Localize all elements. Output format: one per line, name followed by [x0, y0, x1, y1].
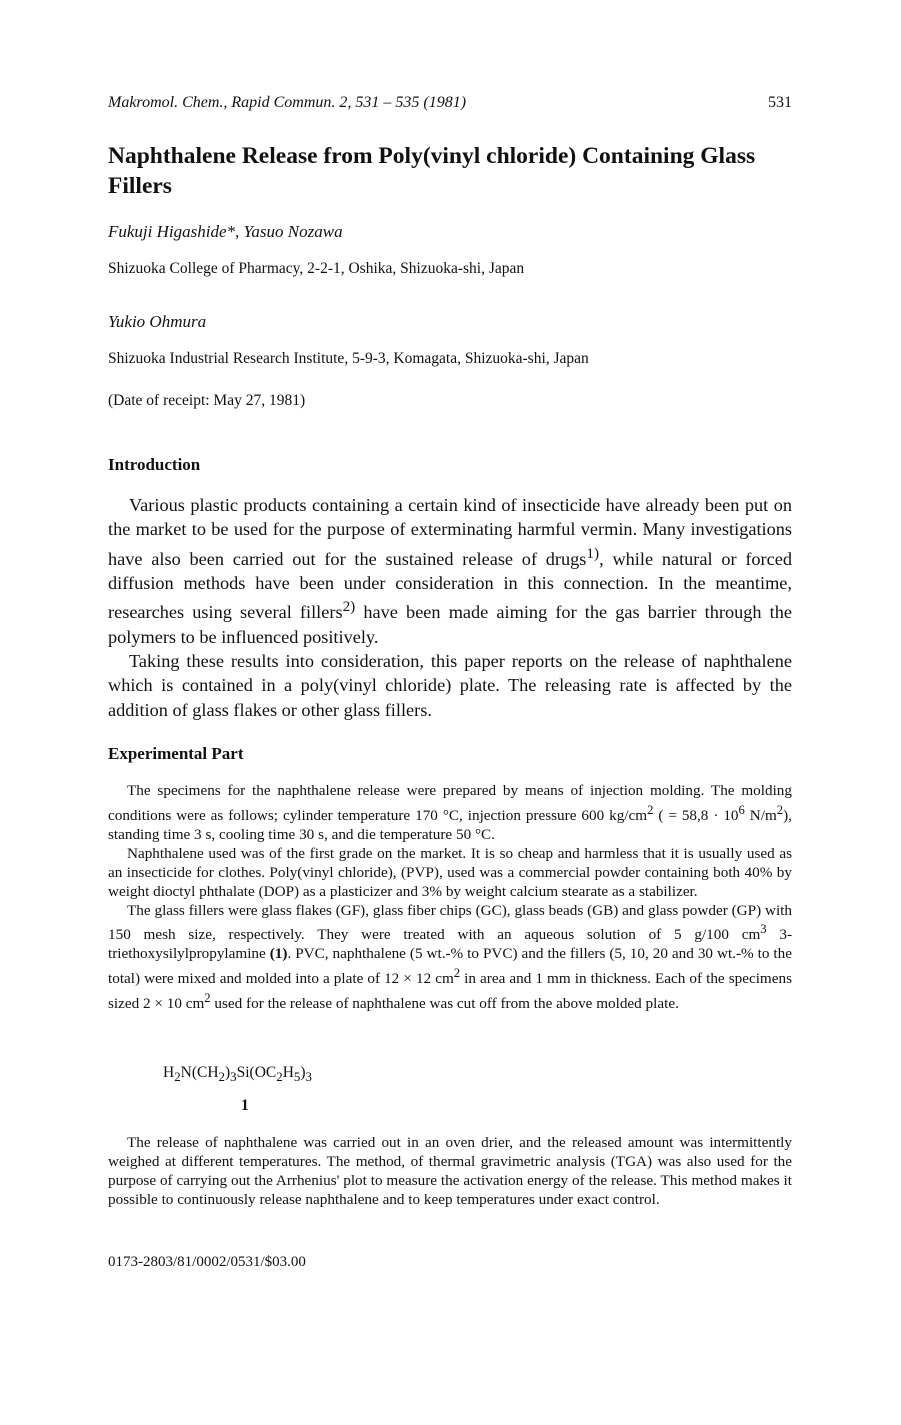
- formula-number: 1: [241, 1097, 249, 1114]
- introduction-body: [108, 493, 792, 722]
- introduction-heading: Introduction: [108, 455, 201, 474]
- authors-line-2: Yukio Ohmura: [108, 312, 207, 331]
- running-head: [108, 93, 792, 113]
- compound-reference: (1): [269, 945, 288, 963]
- experimental-paragraph-3: The glass fillers were glass flakes (GF), glass fiber chips (GC), glass beads (GB) and glass powder (GP) with 150 mesh size, respectively. They were treated with an aqueous solution of 5 g/100 $cm^3$ 3-triethoxysilylpropylamine (1). PVC, naphthalene (5 wt.-% to PVC) and the fillers (5, 10, 20 and 30 wt.-% to the total) were mixed and molded into a plate of 12 × 12 $cm^2$ in area and 1 mm in thickness. Each of the specimens sized 2 × 10 $cm^2$ used for the release of naphthalene was cut off from the above molded plate.: [108, 901, 793, 1013]
- method-body: [108, 1134, 792, 1210]
- journal-citation: Makromol. Chem., Rapid Commun. 2, 531 – 535 (1981): [108, 94, 467, 111]
- page-number: 531: [768, 94, 792, 111]
- experimental-paragraph-1: The specimens for the naphthalene release were prepared by means of injection molding. The molding conditions were as follows; cylinder temperature 170 °C, injection pressure 600 $kg/cm^2$ ( = $58,8 \cdot 10^6$ $N/m^2$), standing time 3 s, cooling time 30 s, and die temperature 50 °C.: [108, 782, 792, 843]
- receipt-date: (Date of receipt: May 27, 1981): [108, 392, 306, 409]
- article-title: Naphthalene Release from Poly(vinyl chloride) Containing Glass Fillers: [108, 143, 756, 199]
- intro-paragraph-2: Taking these results into consideration, this paper reports on the release of naphthalene which is contained in a poly(vinyl chloride) plate. The releasing rate is affected by the addition of glass flakes or other glass fillers.: [108, 650, 792, 720]
- reference-2: 2): [342, 598, 356, 616]
- reference-1: 1): [586, 544, 600, 562]
- experimental-body: [108, 782, 792, 1014]
- article-code: 0173-2803/81/0002/0531/$03.00: [108, 1254, 306, 1270]
- experimental-paragraph-2: Naphthalene used was of the first grade on the market. It is so cheap and harmless that it is usually used as an insecticide for clothes. Poly(vinyl chloride), (PVP), used was a commercial powder containing both 40% by weight dioctyl phthalate (DOP) as a plasticizer and 3% by weight calcium stearate as a stabilizer.: [108, 844, 792, 900]
- intro-paragraph-1: Various plastic products containing a certain kind of insecticide have already been put on the market to be used for the purpose of exterminating harmful vermin. Many investigations have also been carried out for the sustained release of drugs$^{1)}$, while natural or forced diffusion methods have been under consideration in this connection. In the meantime, researches using several fillers$^{2)}$ have been made aiming for the gas barrier through the polymers to be influenced positively.: [108, 495, 793, 647]
- authors-line-1: Fukuji Higashide*, Yasuo Nozawa: [108, 222, 343, 241]
- method-paragraph: The release of naphthalene was carried out in an oven drier, and the released amount was intermittently weighed at different temperatures. The method, of thermal gravimetric analysis (TGA) was also used for the purpose of carrying out the Arrhenius' plot to measure the activation energy of the release. This method makes it possible to continuously release naphthalene and to keep temperatures under exact control.: [108, 1134, 792, 1208]
- experimental-heading: Experimental Part: [108, 744, 244, 763]
- affiliation-2: Shizuoka Industrial Research Institute, 5-9-3, Komagata, Shizuoka-shi, Japan: [108, 350, 589, 367]
- chemical-formula: $H_2N(CH_2)_3Si(OC_2H_5)_3$: [163, 1064, 312, 1085]
- affiliation-1: Shizuoka College of Pharmacy, 2-2-1, Oshika, Shizuoka-shi, Japan: [108, 260, 525, 277]
